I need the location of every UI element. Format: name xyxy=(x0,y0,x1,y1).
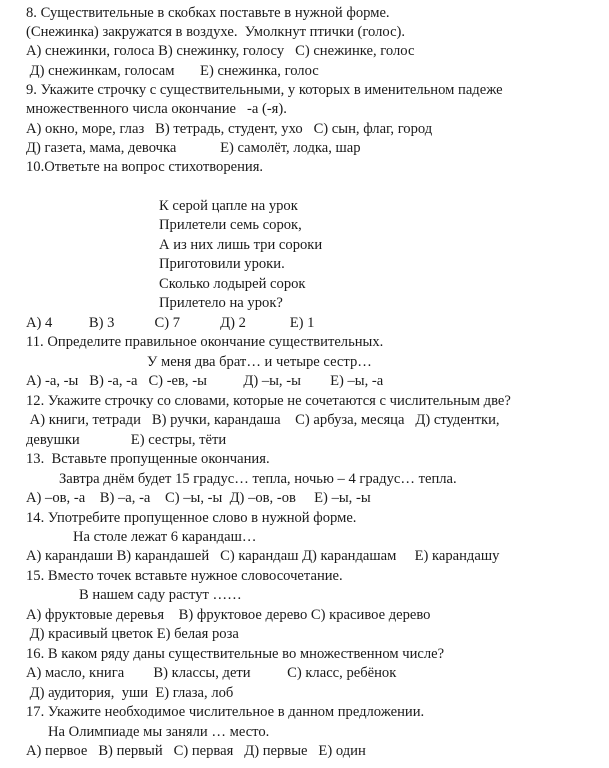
q8-options: А) снежинки, голоса В) снежинку, голосу С) снежинке, голос xyxy=(26,43,415,59)
q9-options: А) окно, море, глаз В) тетрадь, студент, ухо С) сын, флаг, город xyxy=(26,121,433,137)
q15-question: 15. Вместо точек вставьте нужное словосочетание. xyxy=(26,568,343,584)
poem-line: А из них лишь три сороки xyxy=(159,237,323,253)
q9-question: 9. Укажите строчку с существительными, у которых в именительном падеже xyxy=(26,82,503,98)
q8-question-cont: (Снежинка) закружатся в воздухе. Умолкнут птички (голос). xyxy=(26,24,406,40)
q16-options-cont: Д) аудитория, уши Е) глаза, лоб xyxy=(26,685,234,701)
poem-line: Приготовили уроки. xyxy=(159,256,285,272)
q17-question: 17. Укажите необходимое числительное в данном предложении. xyxy=(26,704,425,720)
q17-options: А) первое В) первый С) первая Д) первые Е) один xyxy=(26,743,366,759)
q14-example: На столе лежат 6 карандаш… xyxy=(73,529,257,545)
q11-options: А) -а, -ы В) -а, -а С) -ев, -ы Д) –ы, -ы Е) –ы, -а xyxy=(26,373,384,389)
q9-options-cont: Д) газета, мама, девочка Е) самолёт, лодка, шар xyxy=(26,140,361,156)
q12-question: 12. Укажите строчку со словами, которые не сочетаются с числительным две? xyxy=(26,393,511,409)
q8-question: 8. Существительные в скобках поставьте в нужной форме. xyxy=(26,5,390,21)
poem-line: Прилетело на урок? xyxy=(159,295,283,311)
q10-question: 10.Ответьте на вопрос стихотворения. xyxy=(26,159,264,175)
q12-options-cont: девушки Е) сестры, тёти xyxy=(26,432,227,448)
q9-question-cont: множественного числа окончание -а (-я). xyxy=(26,101,287,117)
poem-line: Прилетели семь сорок, xyxy=(159,217,302,233)
poem-line: К серой цапле на урок xyxy=(159,198,298,214)
q16-options: А) масло, книга В) классы, дети С) класс, ребёнок xyxy=(26,665,397,681)
q8-options-cont: Д) снежинкам, голосам Е) снежинка, голос xyxy=(26,63,319,79)
q14-question: 14. Употребите пропущенное слово в нужной форме. xyxy=(26,510,357,526)
poem-line: Сколько лодырей сорок xyxy=(159,276,306,292)
q12-options: А) книги, тетради В) ручки, карандаша С) арбуза, месяца Д) студентки, xyxy=(26,412,500,428)
q13-options: А) –ов, -а В) –а, -а С) –ы, -ы Д) –ов, -ов Е) –ы, -ы xyxy=(26,490,371,506)
q13-question: 13. Вставьте пропущенные окончания. xyxy=(26,451,270,467)
q15-options-cont: Д) красивый цветок Е) белая роза xyxy=(26,626,239,642)
q16-question: 16. В каком ряду даны существительные во множественном числе? xyxy=(26,646,445,662)
q17-example: На Олимпиаде мы заняли … место. xyxy=(48,724,270,740)
q10-options: А) 4 В) 3 С) 7 Д) 2 Е) 1 xyxy=(26,315,315,331)
q15-example: В нашем саду растут …… xyxy=(79,587,242,603)
q15-options: А) фруктовые деревья В) фруктовое дерево С) красивое дерево xyxy=(26,607,431,623)
q13-example: Завтра днём будет 15 градус… тепла, ночью – 4 градус… тепла. xyxy=(59,471,457,487)
q11-example: У меня два брат… и четыре сестр… xyxy=(147,354,372,370)
q11-question: 11. Определите правильное окончание существительных. xyxy=(26,334,384,350)
q14-options: А) карандаши В) карандашей С) карандаш Д) карандашам Е) карандашу xyxy=(26,548,500,564)
